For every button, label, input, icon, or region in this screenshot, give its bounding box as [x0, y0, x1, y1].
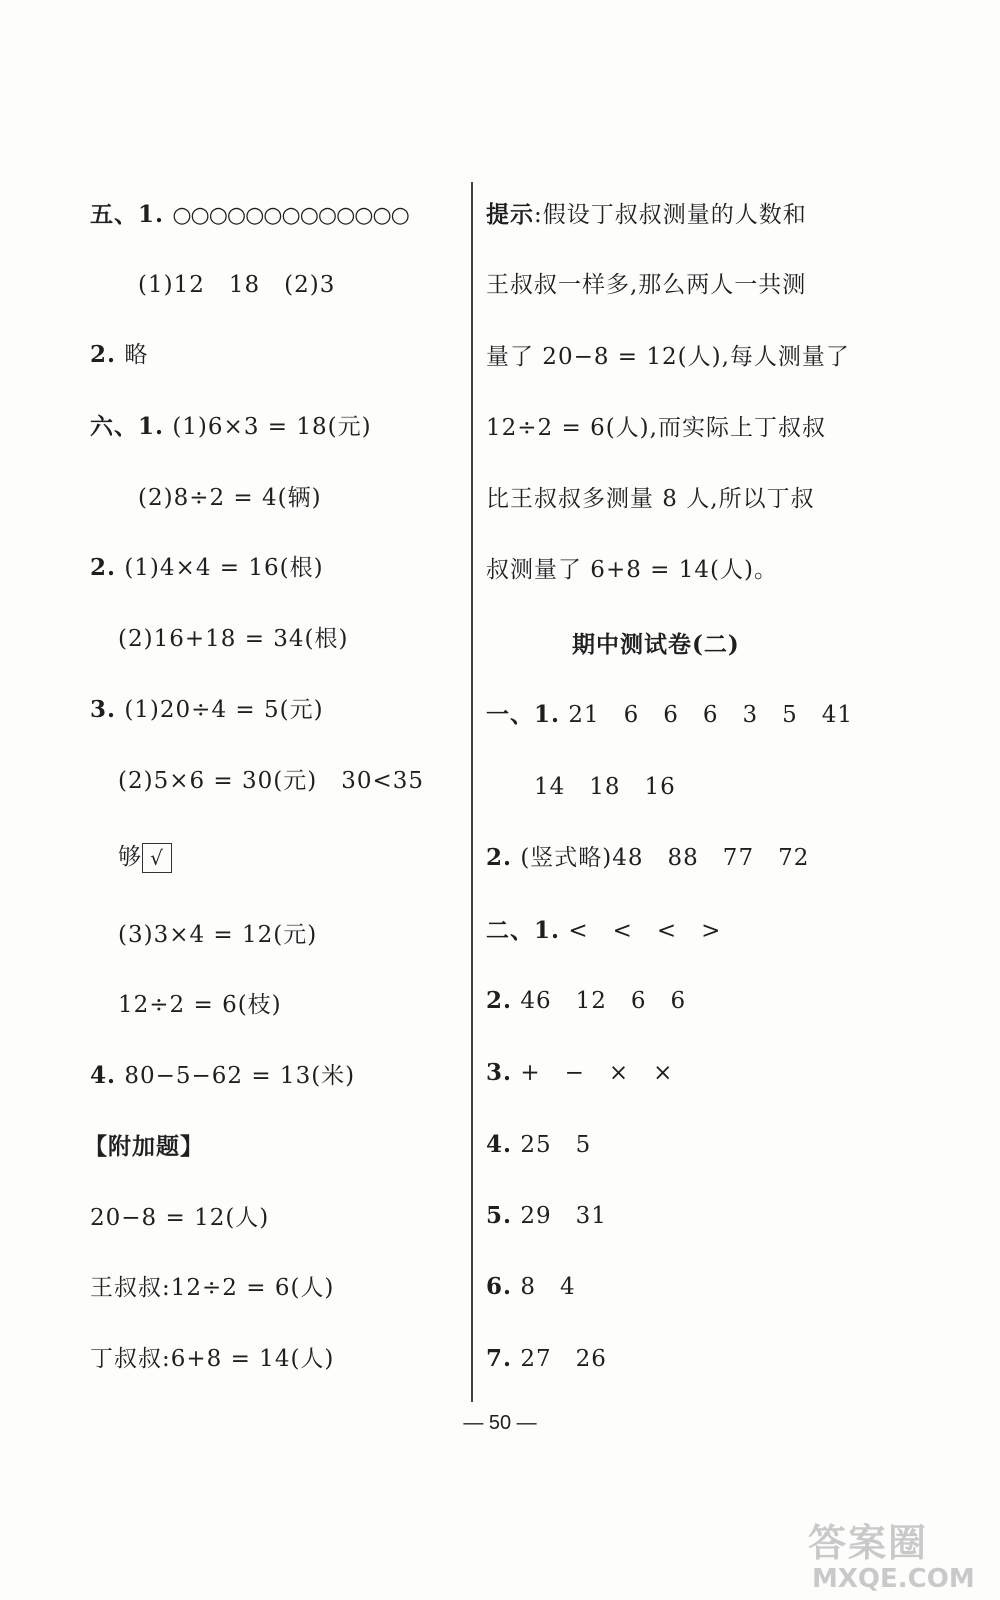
hint-line-1 [486, 200, 807, 230]
answer-text: 25 5 [520, 1132, 592, 1158]
answer-text: 够 [118, 844, 142, 870]
answer-text: 80−5−62 = 13(米) [124, 1063, 356, 1089]
answer-text: < < < > [568, 918, 722, 944]
answer-6-2-2: (2)16+18 = 34(根) [118, 626, 349, 652]
hint-line-4: 12÷2 = 6(人),而实际上丁叔叔 [486, 415, 826, 441]
question-label: 2. [486, 987, 513, 1014]
answer-text: 46 12 6 6 [520, 988, 687, 1014]
answer-5-2 [90, 340, 148, 370]
answer-6-1 [90, 412, 372, 442]
question-label: 五、1. [90, 201, 165, 228]
answer-6-3 [90, 695, 324, 725]
hint-text: :假设丁叔叔测量的人数和 [534, 202, 807, 228]
answer-2-5 [486, 1201, 607, 1231]
answer-enough [118, 842, 172, 873]
hint-line-6: 叔测量了 6+8 = 14(人)。 [486, 557, 778, 583]
question-label: 2. [486, 844, 513, 871]
answer-1-1b: 14 18 16 [534, 774, 676, 800]
question-label: 6. [486, 1273, 513, 1300]
question-label: 3. [90, 696, 117, 723]
answer-5-1 [90, 200, 409, 231]
watermark-logo [808, 1512, 996, 1600]
answer-6-1-2: (2)8÷2 = 4(辆) [138, 485, 322, 511]
question-label: 4. [90, 1062, 117, 1089]
column-divider [471, 182, 473, 1402]
answer-5-1-sub: (1)12 18 (2)3 [138, 272, 336, 298]
watermark-top: 答案圈 [808, 1521, 929, 1565]
question-label: 2. [90, 554, 117, 581]
question-label: 一、1. [486, 701, 561, 728]
answer-2-6 [486, 1272, 576, 1302]
answer-1-1 [486, 700, 853, 730]
answer-text: 21 6 6 6 3 5 41 [568, 702, 854, 728]
answer-6-2 [90, 553, 324, 583]
answer-6-3-3b: 12÷2 = 6(枝) [118, 992, 282, 1018]
answer-2-3 [486, 1058, 673, 1088]
question-label: 3. [486, 1059, 513, 1086]
hint-line-3: 量了 20−8 = 12(人),每人测量了 [486, 344, 850, 370]
answer-text: 略 [124, 342, 149, 368]
answer-2-2 [486, 986, 686, 1016]
answer-text: 27 26 [520, 1346, 607, 1372]
answer-text: (1)4×4 = 16(根) [124, 555, 324, 581]
question-label: 4. [486, 1131, 513, 1158]
watermark-bottom: MXQE.COM [812, 1564, 975, 1594]
answer-text: 8 4 [520, 1274, 576, 1300]
section-title: 期中测试卷(二) [572, 631, 740, 658]
bonus-line-1: 20−8 = 12(人) [90, 1205, 270, 1231]
page-number: — 50 — [463, 1412, 537, 1434]
checked-box-icon: √ [142, 843, 172, 873]
answer-text: (1)6×3 = 18(元) [172, 414, 372, 440]
hint-label: 提示 [486, 201, 534, 228]
hint-line-2: 王叔叔一样多,那么两人一共测 [486, 272, 807, 298]
answer-2-7 [486, 1344, 607, 1374]
answer-2-4 [486, 1130, 591, 1160]
answer-6-4 [90, 1061, 355, 1091]
circles-row: ○○○○○○○○○○○○○ [172, 203, 409, 228]
answer-6-3-3: (3)3×4 = 12(元) [118, 922, 318, 948]
answer-1-2 [486, 843, 809, 873]
bonus-line-3: 丁叔叔:6+8 = 14(人) [90, 1346, 335, 1372]
bonus-heading: 【附加题】 [84, 1133, 204, 1160]
answer-text: + − × × [520, 1060, 674, 1086]
answer-text: 29 31 [520, 1203, 607, 1229]
question-label: 5. [486, 1202, 513, 1229]
question-label: 7. [486, 1345, 513, 1372]
question-label: 二、1. [486, 917, 561, 944]
question-label: 2. [90, 341, 117, 368]
hint-line-5: 比王叔叔多测量 8 人,所以丁叔 [486, 486, 815, 512]
answer-text: (1)20÷4 = 5(元) [124, 697, 324, 723]
answer-2-1 [486, 916, 721, 946]
question-label: 六、1. [90, 413, 165, 440]
bonus-line-2: 王叔叔:12÷2 = 6(人) [90, 1275, 335, 1301]
answer-text: (竖式略)48 88 77 72 [520, 845, 810, 871]
answer-6-3-2: (2)5×6 = 30(元) 30<35 [118, 768, 425, 794]
